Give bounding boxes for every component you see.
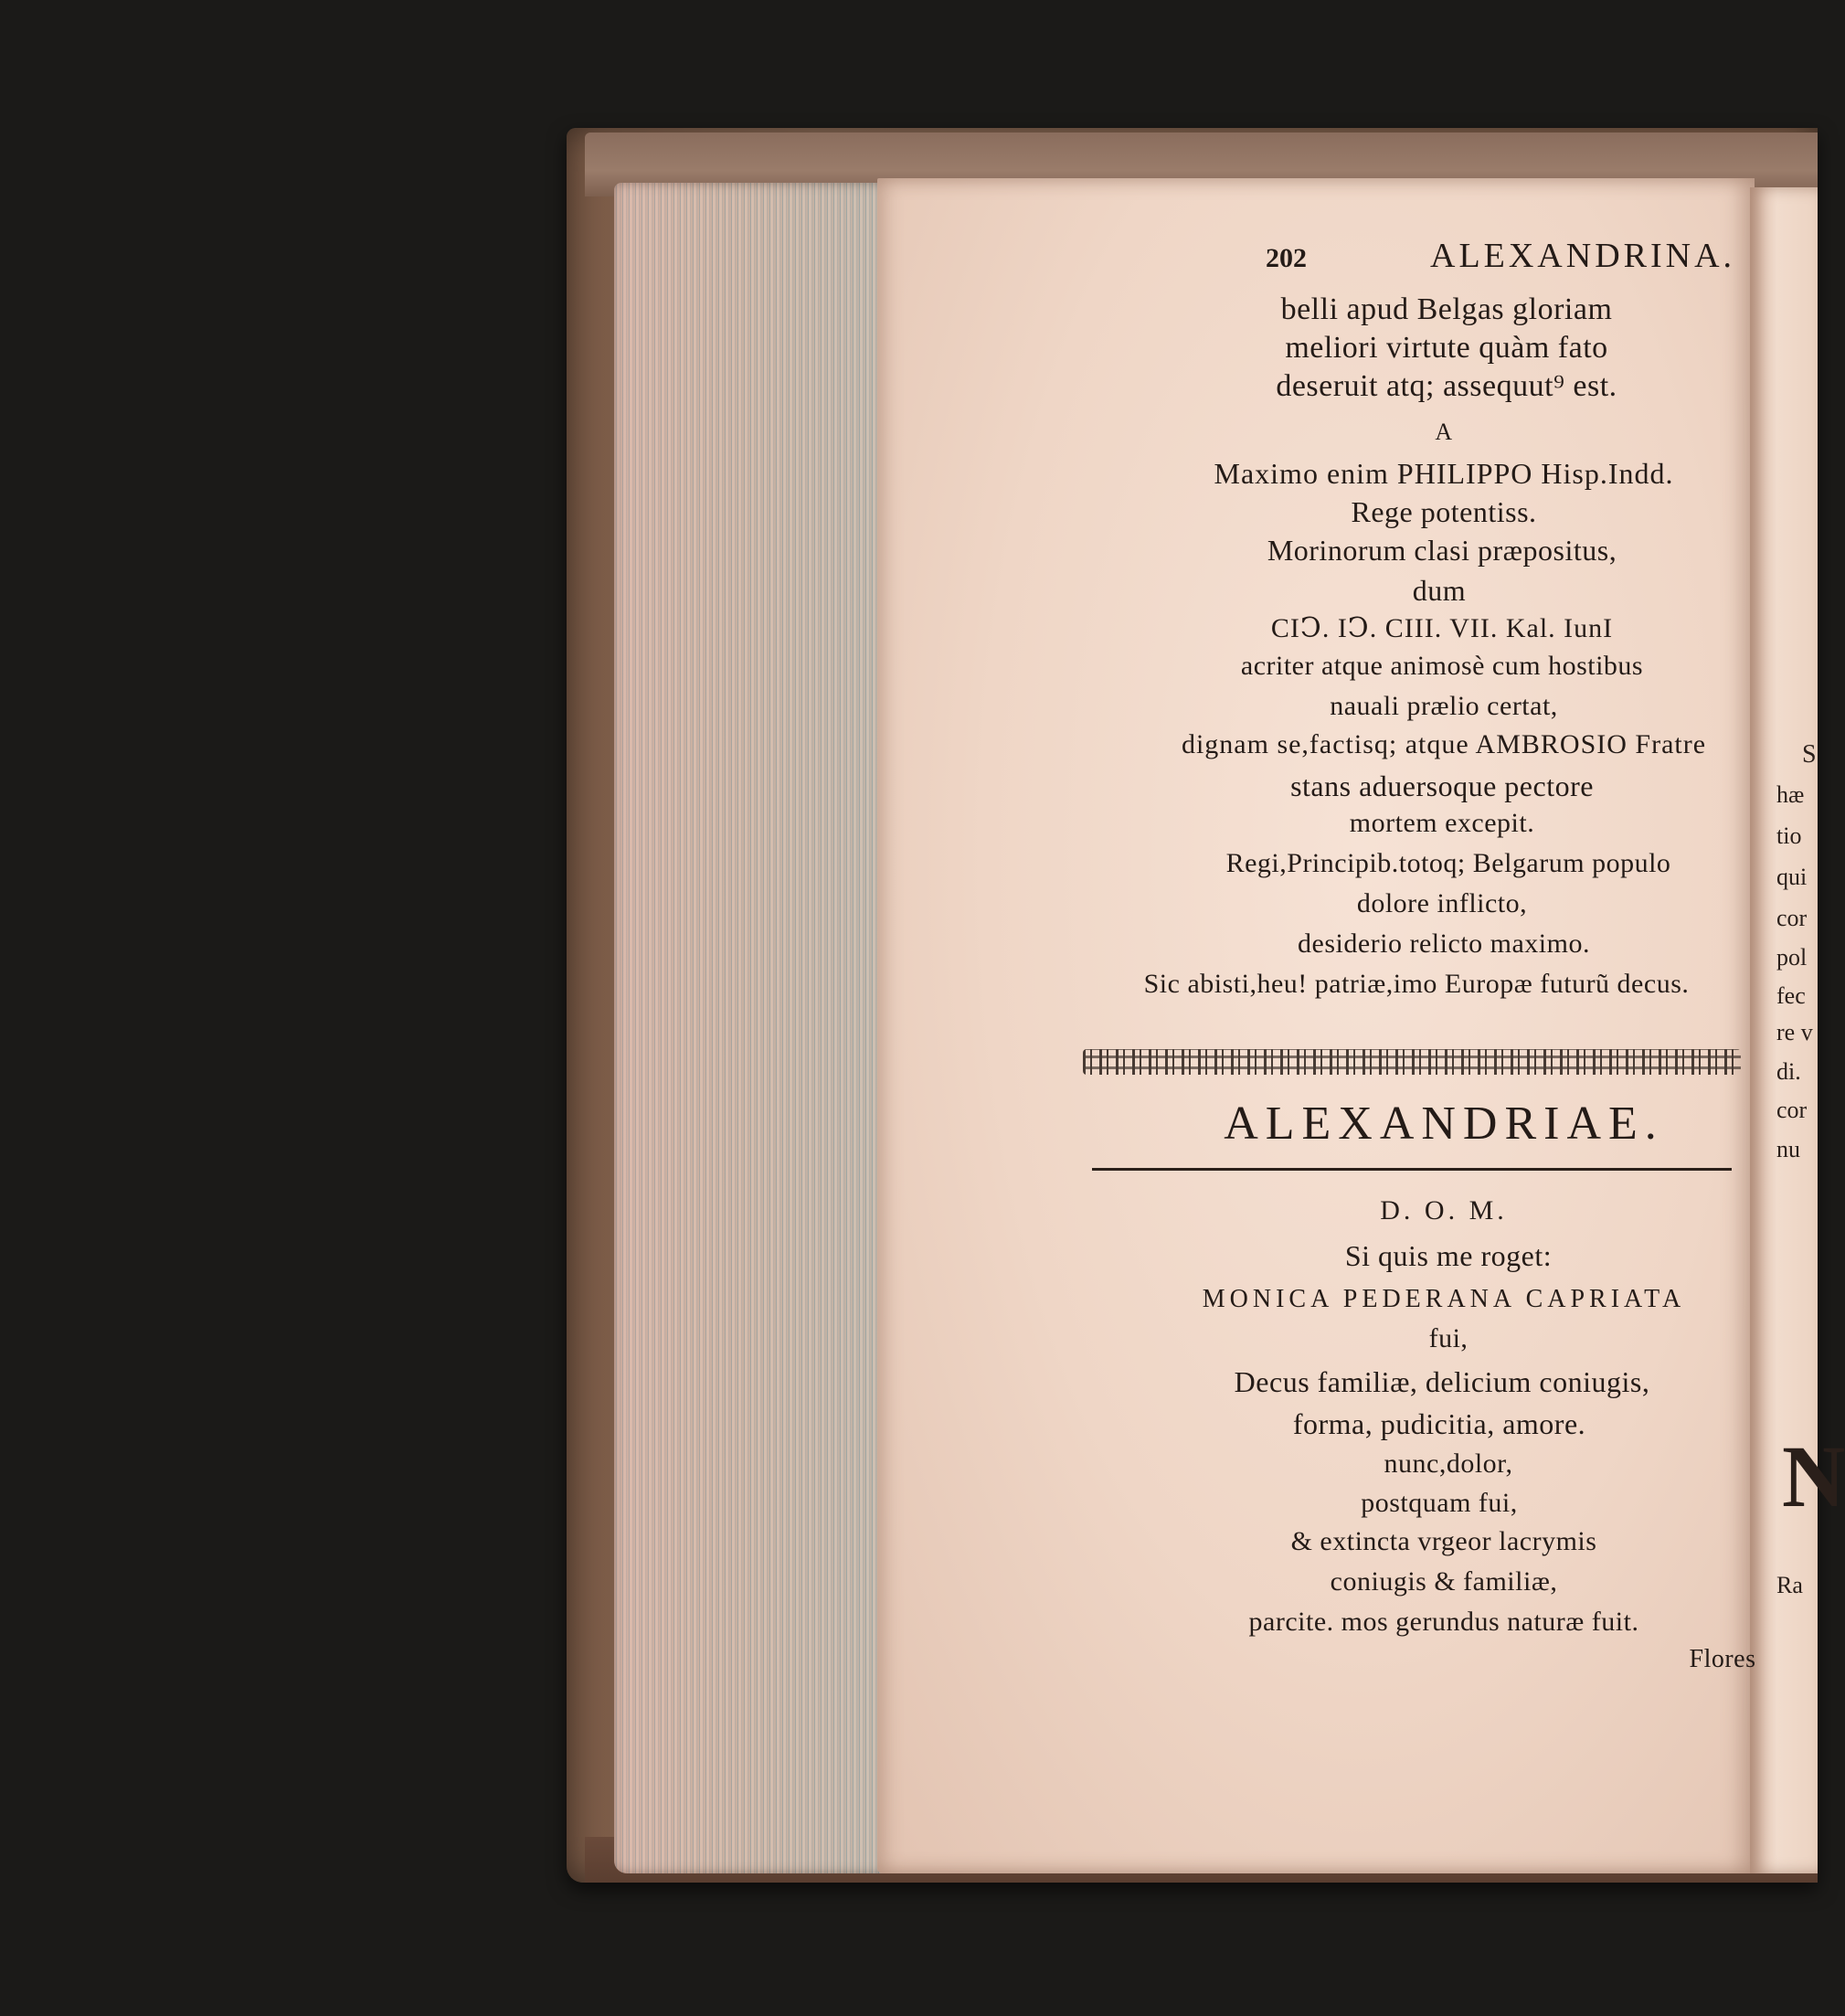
epitaph-line: D. O. M. (1380, 1195, 1508, 1226)
epitaph-line: dignam se,factisq; atque AMBROSIO Fratre (1181, 729, 1707, 759)
right-page-fragment: di. (1776, 1058, 1801, 1085)
epitaph-line: Maximo enim PHILIPPO Hisp.Indd. (1214, 457, 1674, 490)
right-page-fragment: Ra (1776, 1572, 1803, 1598)
epitaph-line: meliori virtute quàm fato (1285, 331, 1608, 365)
epitaph-line: Si quis me roget: (1344, 1239, 1553, 1272)
right-page-fragment: pol (1776, 944, 1808, 971)
epitaph-line: belli apud Belgas gloriam (1280, 292, 1613, 326)
epitaph-line: nauali prælio certat, (1330, 691, 1558, 721)
epitaph-line: acriter atque animosè cum hostibus (1240, 651, 1644, 681)
epitaph-line: CIↃ. IↃ. CIII. VII. Kal. IunI (1270, 613, 1614, 643)
epitaph-line: Decus familiæ, delicium coniugis, (1234, 1365, 1650, 1398)
epitaph-line: A (1435, 419, 1453, 445)
right-page-fragment: qui (1776, 864, 1808, 890)
page-number: 202 (1266, 243, 1307, 273)
epitaph-line: forma, pudicitia, amore. (1292, 1407, 1586, 1440)
epitaph-line: coniugis & familiæ, (1330, 1566, 1558, 1597)
right-page-fragment: re v (1776, 1019, 1813, 1045)
right-page-fragment: fec (1776, 982, 1806, 1009)
right-page-fragment: tio (1776, 822, 1802, 849)
right-page-fragment: cor (1776, 1097, 1808, 1123)
epitaph-line: mortem excepit. (1349, 808, 1535, 838)
right-page-fragment: N (1782, 1427, 1845, 1525)
epitaph-line: Regi,Principib.totoq; Belgarum populo (1225, 848, 1671, 878)
epitaph-line: postquam fui, (1361, 1488, 1518, 1518)
right-page-fragment: cor (1776, 905, 1808, 931)
right-page-fragment: nu (1776, 1136, 1800, 1162)
epitaph-line: dum (1412, 574, 1467, 607)
epitaph-line: Sic abisti,heu! patriæ,imo Europæ futurũ decus. (1143, 969, 1690, 999)
section-title: ALEXANDRIAE. (1224, 1098, 1664, 1150)
epitaph-line: parcite. mos gerundus naturæ fuit. (1248, 1607, 1639, 1637)
running-title: ALEXANDRINA. (1430, 237, 1736, 275)
epitaph-line: Morinorum clasi præpositus, (1267, 534, 1617, 567)
epitaph-line: dolore inflicto, (1356, 888, 1528, 918)
epitaph-line: fui, (1428, 1323, 1469, 1353)
epitaph-line: deseruit atq; assequut⁹ est. (1276, 369, 1617, 403)
right-page-fragment: hæ (1776, 781, 1805, 808)
ornamental-border (1083, 1049, 1741, 1075)
right-page-fragment: S (1802, 740, 1817, 769)
epitaph-line: stans aduersoque pectore (1290, 769, 1594, 802)
catchword: Flores (1689, 1645, 1756, 1673)
epitaph-line: Rege potentiss. (1351, 495, 1537, 528)
horizontal-rule (1092, 1168, 1732, 1171)
epitaph-line: & extincta vrgeor lacrymis (1290, 1526, 1597, 1556)
page-edges-tint (614, 183, 888, 1873)
epitaph-line: desiderio relicto maximo. (1298, 928, 1590, 959)
epitaph-line: nunc,dolor, (1384, 1448, 1513, 1479)
running-head (1266, 236, 1741, 281)
epitaph-line: MONICA PEDERANA CAPRIATA (1202, 1285, 1686, 1313)
